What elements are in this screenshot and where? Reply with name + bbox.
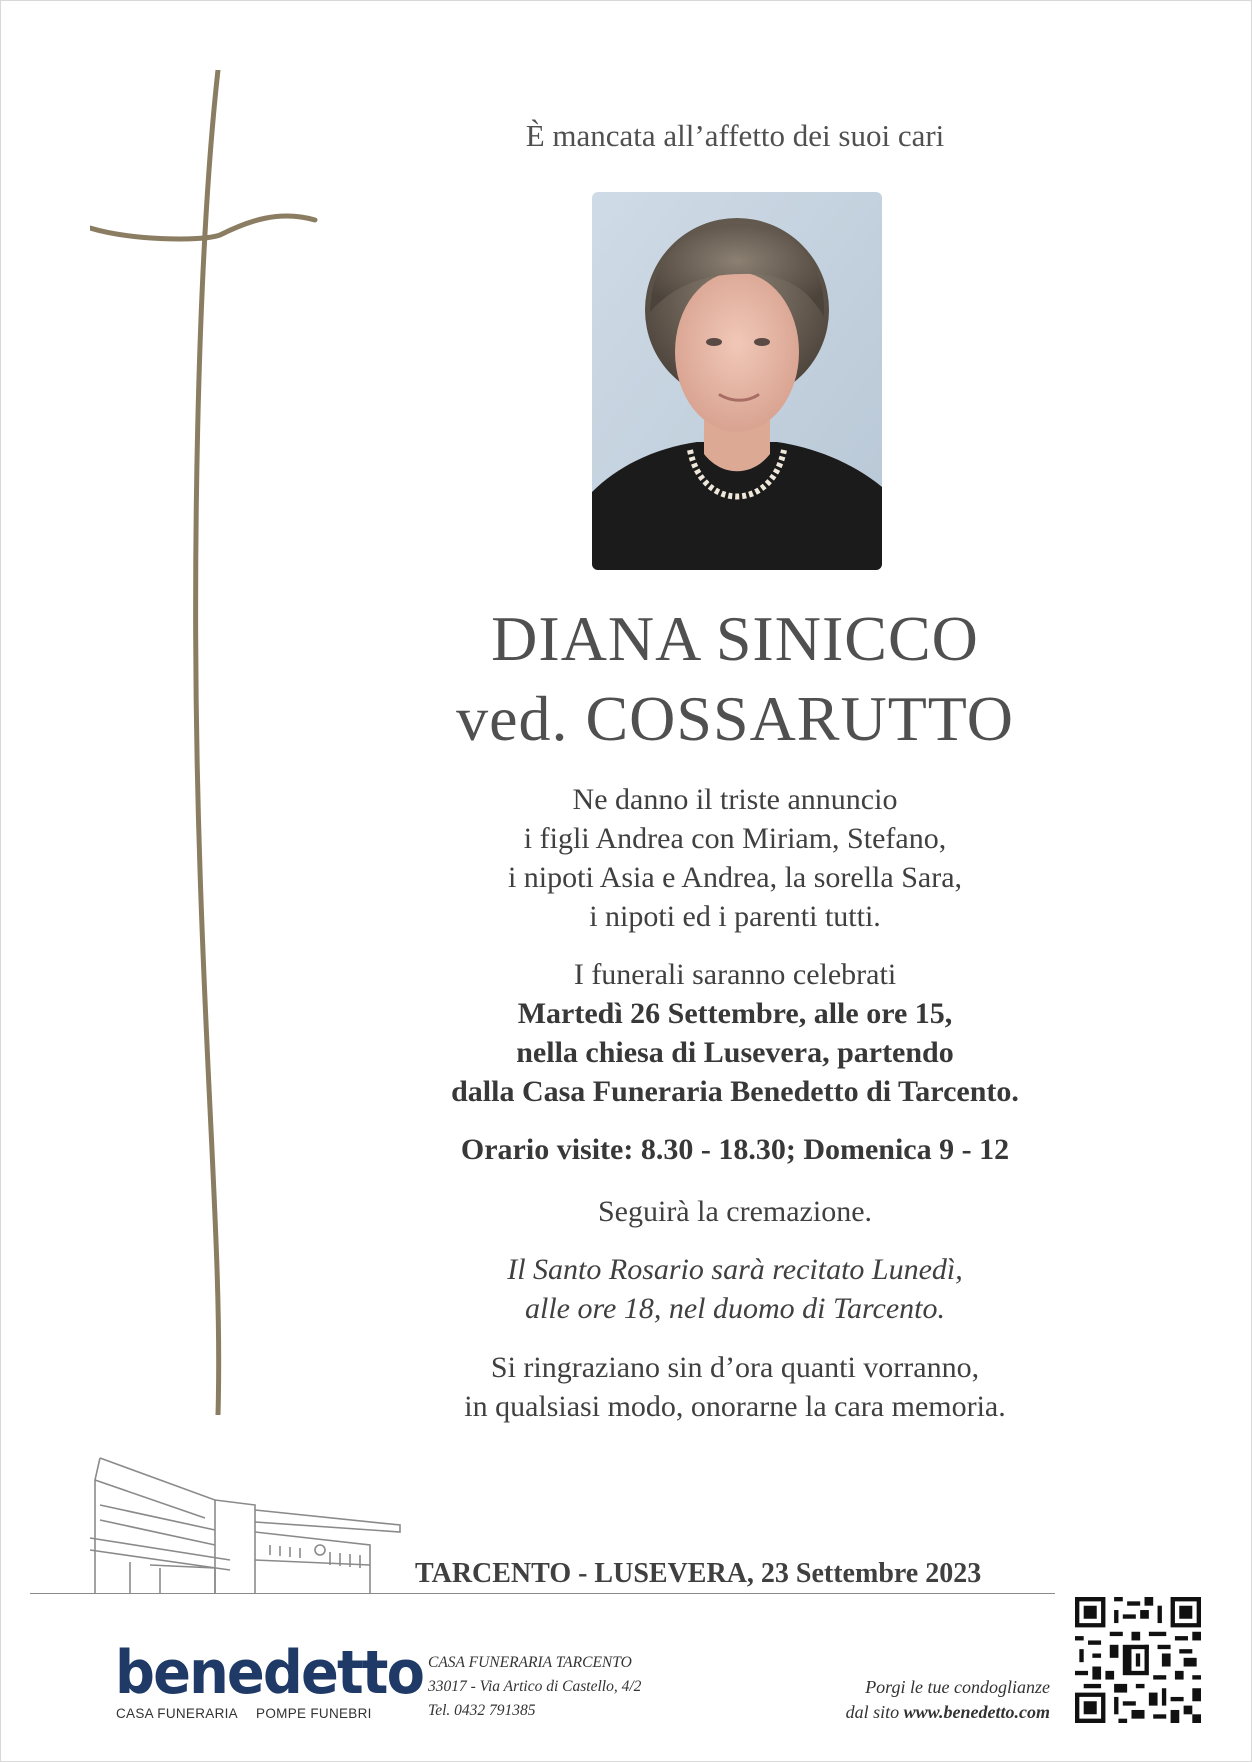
cremation-note: Seguirà la cremazione. [597, 1195, 873, 1228]
benedetto-logo: benedetto [115, 1638, 424, 1708]
funeral-info [400, 955, 1070, 1111]
rosary-line: Il Santo Rosario sarà recitato Lunedì, [507, 1253, 963, 1286]
portrait-photo [592, 192, 882, 570]
visiting-hours: Orario visite: 8.30 - 18.30; Domenica 9 - 12 [460, 1133, 1010, 1166]
thanks-line: in qualsiasi modo, onorarne la cara memoria. [464, 1390, 1006, 1423]
funeral-intro: I funerali saranno celebrati [573, 958, 897, 991]
funeral-home-building-icon [30, 1450, 405, 1595]
funeral-detail-line: Martedì 26 Settembre, alle ore 15, [517, 997, 953, 1030]
thanks-note [400, 1348, 1070, 1426]
rosary-info [400, 1250, 1070, 1328]
qr-code-icon[interactable] [1075, 1597, 1201, 1723]
logo-sub-pompe-funebri: POMPE FUNEBRI [256, 1706, 372, 1721]
deceased-married-name: ved. COSSARUTTO [456, 683, 1014, 754]
funeral-detail-line: nella chiesa di Lusevera, partendo [516, 1036, 954, 1069]
funeral-detail-line: dalla Casa Funeraria Benedetto di Tarcento. [451, 1075, 1019, 1108]
funeral-home-address [428, 1651, 641, 1723]
condolence-prefix: dal sito [845, 1702, 904, 1722]
address-line: CASA FUNERARIA TARCENTO [428, 1654, 632, 1671]
place-date: TARCENTO - LUSEVERA, 23 Settembre 2023 [415, 1558, 982, 1589]
thanks-line: Si ringraziano sin d’ora quanti vorranno, [490, 1351, 980, 1384]
address-line: Tel. 0432 791385 [428, 1702, 536, 1719]
announcement-line: Ne danno il triste annuncio [572, 783, 898, 816]
condolence-site-link[interactable]: www.benedetto.com [903, 1702, 1050, 1722]
announcement-line: i nipoti ed i parenti tutti. [589, 900, 881, 933]
address-line: 33017 - Via Artico di Castello, 4/2 [428, 1678, 642, 1695]
condolence-line: Porgi le tue condoglianze [865, 1677, 1050, 1697]
logo-subtitle [116, 1706, 386, 1721]
logo-sub-casa-funeraria: CASA FUNERARIA [116, 1706, 238, 1721]
intro-text: È mancata all’affetto dei suoi cari [525, 118, 945, 153]
footer-divider [30, 1593, 1055, 1594]
rosary-line: alle ore 18, nel duomo di Tarcento. [525, 1292, 945, 1325]
announcement-line: i nipoti Asia e Andrea, la sorella Sara, [507, 861, 963, 894]
cross-icon [90, 70, 320, 1415]
condolence-note [780, 1675, 1050, 1725]
announcement-line: i figli Andrea con Miriam, Stefano, [523, 822, 947, 855]
deceased-name: DIANA SINICCO [491, 603, 979, 674]
announcement [400, 780, 1070, 936]
